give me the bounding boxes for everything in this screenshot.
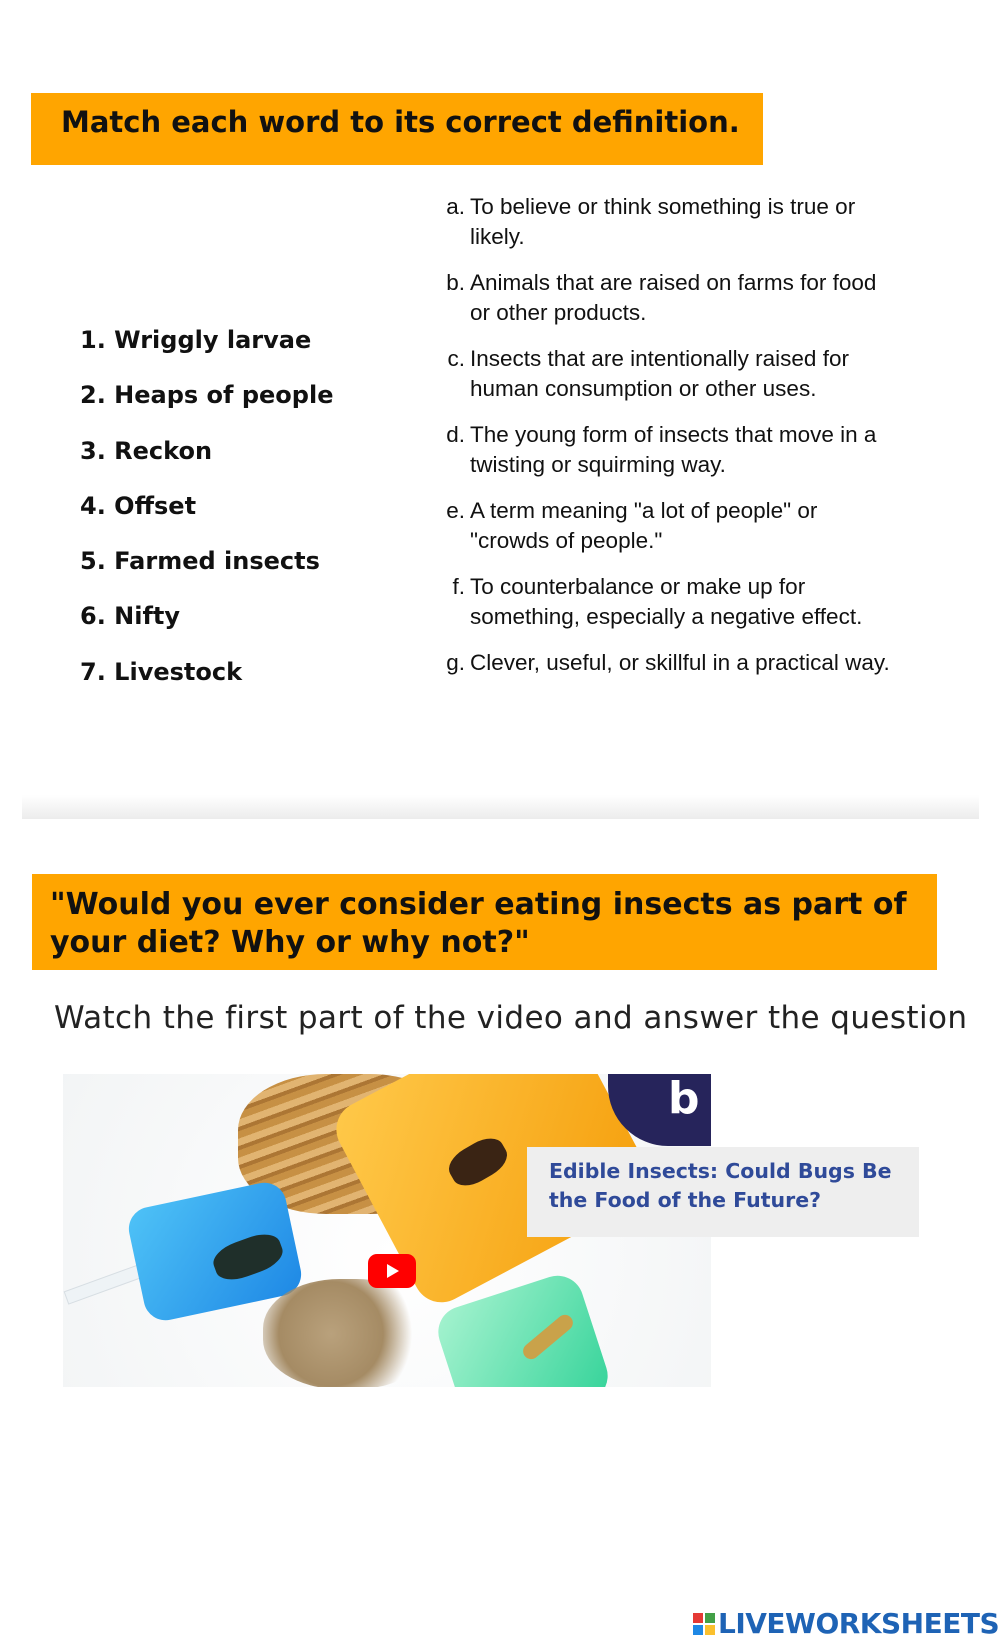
definition-item [440, 344, 900, 404]
crickets-image [263, 1279, 433, 1387]
definition-item [440, 572, 900, 632]
section-divider [22, 795, 979, 819]
definition-letter: c. [447, 346, 465, 371]
word-item: 2. Heaps of people [80, 381, 334, 410]
video-instruction: Watch the first part of the video and answer the question [54, 1000, 968, 1036]
definition-letter: d. [446, 422, 465, 447]
definition-item [440, 648, 900, 678]
definition-item [440, 192, 900, 252]
channel-logo-letter: b [668, 1074, 700, 1124]
word-item: 3. Reckon [80, 436, 213, 465]
word-item: 1. Wriggly larvae [80, 326, 312, 354]
definition-text: The young form of insects that move in a twisting or squirming way. [470, 422, 877, 477]
definition-text: Insects that are intentionally raised for human consumption or other uses. [470, 346, 849, 401]
definition-text: To counterbalance or make up for something, especially a negative effect. [470, 574, 863, 629]
play-icon [387, 1264, 399, 1278]
word-item: 7. Livestock [80, 657, 243, 686]
logo-text: LIVEWORKSHEETS [718, 1607, 1000, 1640]
video-title[interactable]: Edible Insects: Could Bugs Be the Food of the Future? [527, 1147, 919, 1237]
definition-text: Animals that are raised on farms for food or other products. [470, 270, 877, 325]
definition-letter: g. [446, 650, 465, 675]
matching-heading: Match each word to its correct definition. [31, 93, 763, 165]
definition-text: Clever, useful, or skillful in a practical way. [470, 650, 890, 675]
definition-item [440, 420, 900, 480]
definition-letter: a. [446, 194, 465, 219]
discussion-question: "Would you ever consider eating insects as part of your diet? Why or why not?" [32, 874, 937, 970]
word-item: 6. Nifty [80, 602, 181, 631]
word-item: 4. Offset [80, 491, 197, 520]
word-list [80, 322, 333, 709]
definition-text: A term meaning "a lot of people" or "crowds of people." [470, 498, 818, 553]
definition-item [440, 496, 900, 556]
definition-item [440, 268, 900, 328]
youtube-play-button[interactable] [368, 1254, 416, 1288]
definition-letter: b. [446, 270, 465, 295]
word-item: 5. Farmed insects [80, 547, 320, 576]
definition-letter: e. [446, 498, 465, 523]
definition-letter: f. [452, 574, 465, 599]
logo-icon [693, 1613, 715, 1635]
liveworksheets-logo[interactable] [693, 1607, 999, 1640]
definition-text: To believe or think something is true or likely. [470, 194, 856, 249]
definition-list [440, 192, 900, 694]
